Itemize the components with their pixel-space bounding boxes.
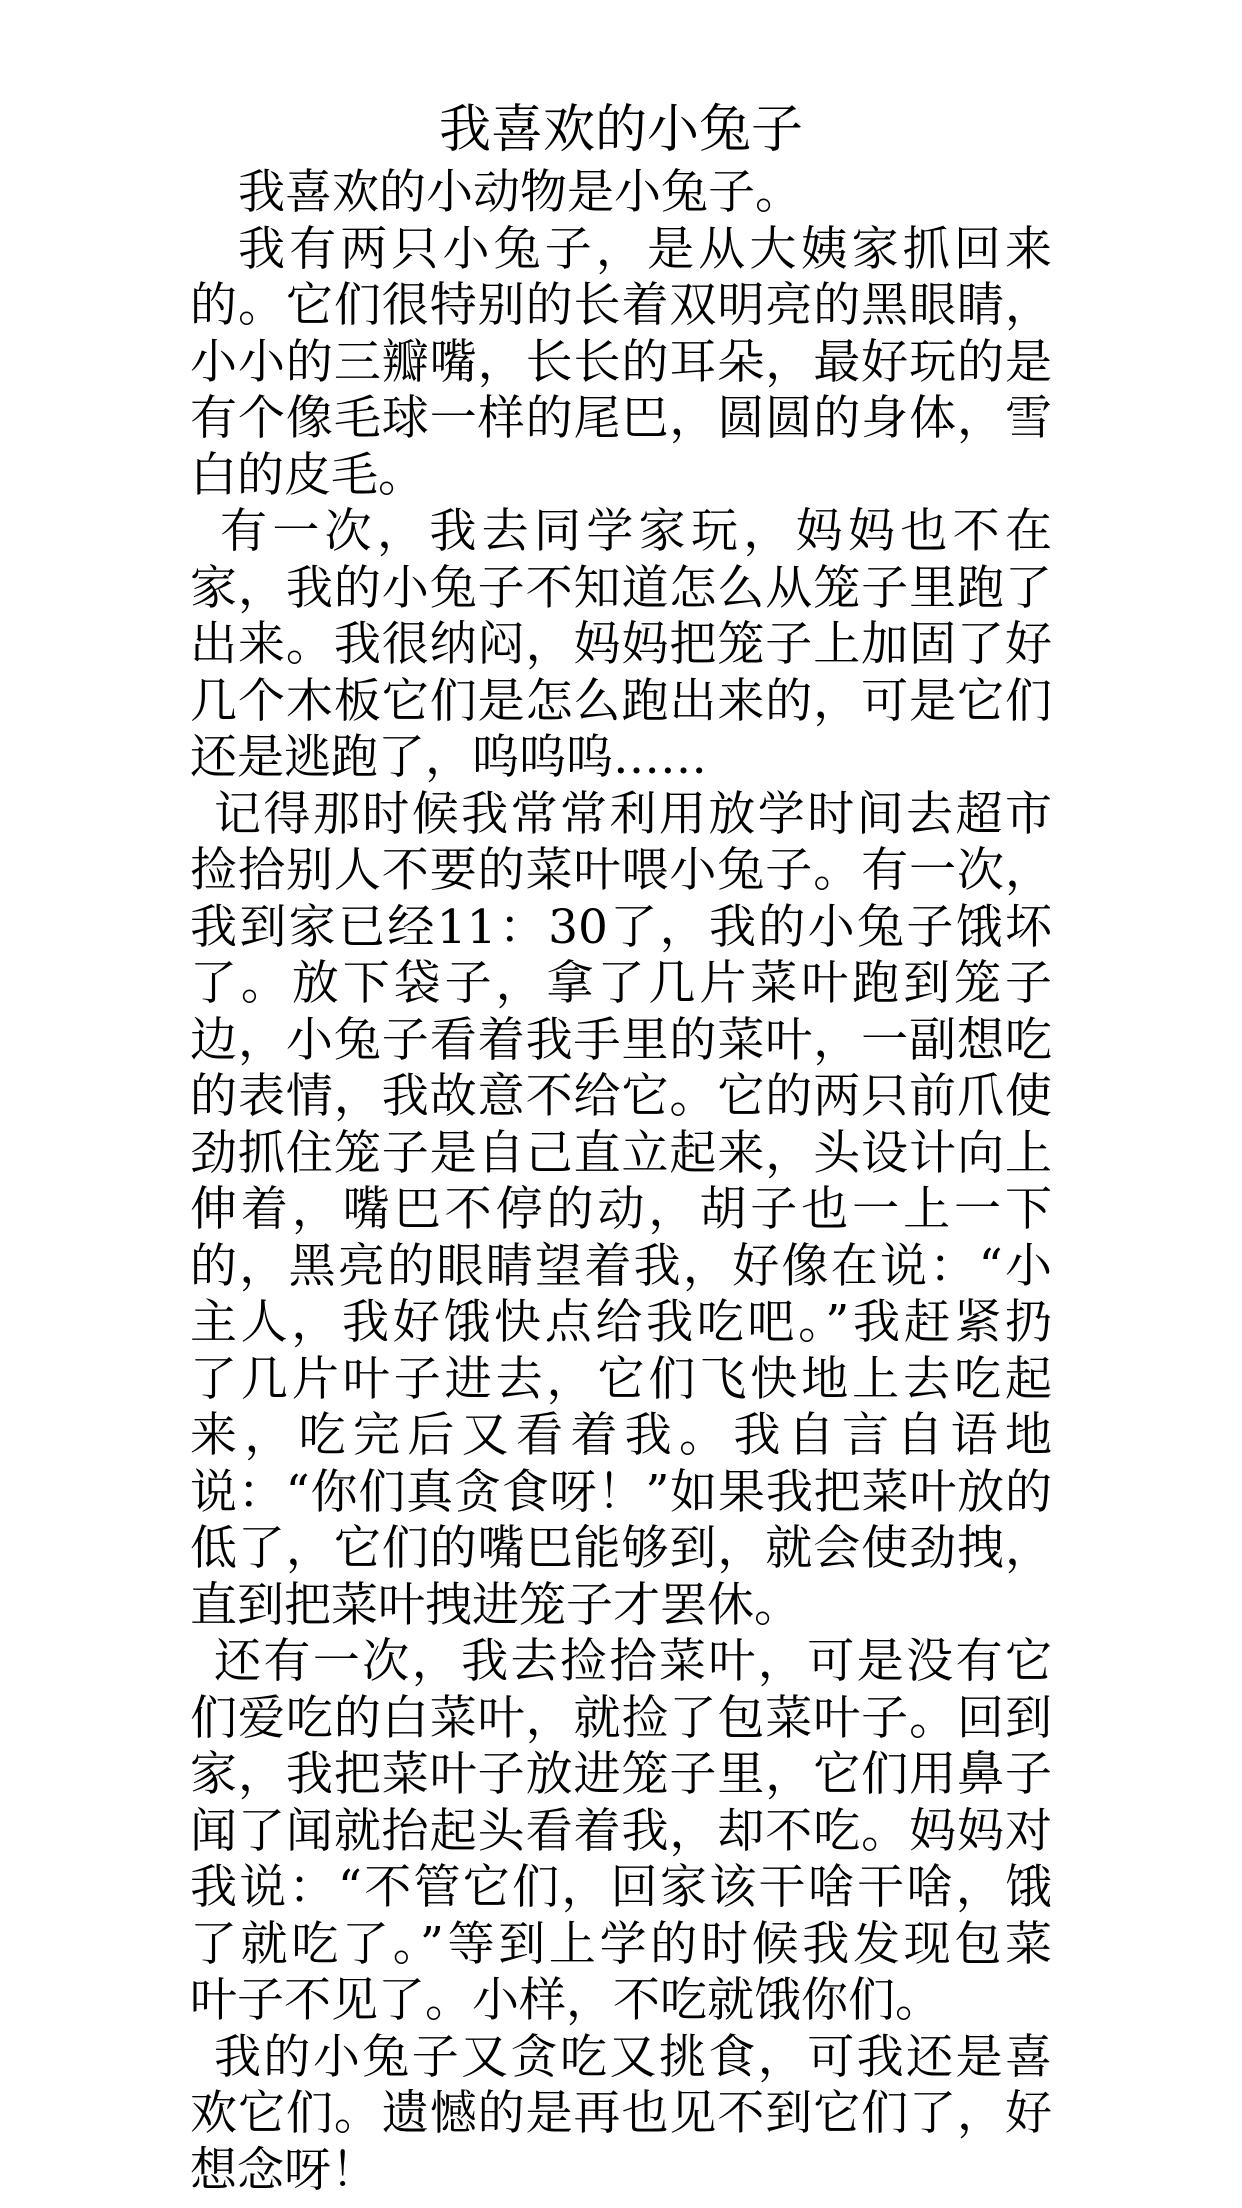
paragraph-line: 还是逃跑了，呜呜呜……: [190, 730, 707, 785]
paragraph-4: [190, 787, 1052, 1635]
paragraph-line: 有个像毛球一样的尾巴，圆圆的身体，雪: [190, 391, 1052, 446]
paragraph-line: 我说：“不管它们，回家该干啥干啥，饿: [190, 1860, 1052, 1915]
paragraph-6: [190, 2030, 1052, 2200]
paragraph-line: 的表情，我故意不给它。它的两只前爪使: [190, 1069, 1052, 1124]
paragraph-line: 来，吃完后又看着我。我自言自语地: [190, 1408, 1052, 1463]
paragraph-line: 欢它们。遗憾的是再也见不到它们了，好: [190, 2086, 1052, 2141]
paragraph-line: 想念呀！: [190, 2142, 378, 2198]
paragraph-line: 还有一次，我去捡拾菜叶，可是没有它: [214, 1634, 1052, 1689]
essay-page: [190, 95, 1052, 2199]
paragraph-line: 我有两只小兔子，是从大姨家抓回来: [238, 221, 1052, 277]
paragraph-2: [190, 222, 1052, 505]
paragraph-line: 说：“你们真贪食呀！”如果我把菜叶放的: [190, 1464, 1052, 1520]
paragraph-line: 我喜欢的小动物是小兔子。: [238, 165, 802, 220]
paragraph-line: 了几片叶子进去，它们飞快地上去吃起: [190, 1351, 1052, 1407]
paragraph-line: 劲抓住笼子是自己直立起来，头设计向上: [190, 1125, 1052, 1181]
paragraph-line: 的，黑亮的眼睛望着我，好像在说：“小: [190, 1238, 1052, 1294]
paragraph-line: 了。放下袋子，拿了几片菜叶跑到笼子: [190, 956, 1052, 1011]
paragraph-line: 了就吃了。”等到上学的时候我发现包菜: [190, 1916, 1052, 1972]
paragraph-line: 白的皮毛。: [190, 447, 425, 503]
paragraph-line: 们爱吃的白菜叶，就捡了包菜叶子。回到: [190, 1690, 1052, 1746]
paragraph-line: 伸着，嘴巴不停的动，胡子也一上一下: [190, 1182, 1052, 1237]
paragraph-line: 小小的三瓣嘴，长长的耳朵，最好玩的是: [190, 334, 1052, 390]
paragraph-line: 主人，我好饿快点给我吃吧。”我赶紧扔: [190, 1295, 1052, 1350]
paragraph-line: 我到家已经11：30了，我的小兔子饿坏: [190, 899, 1052, 955]
paragraph-line: 几个木板它们是怎么跑出来的，可是它们: [190, 673, 1052, 729]
paragraph-line: 家，我的小兔子不知道怎么从笼子里跑了: [190, 560, 1052, 616]
paragraph-line: 有一次，我去同学家玩，妈妈也不在: [220, 504, 1052, 559]
paragraph-line: 闻了闻就抬起头看着我，却不吃。妈妈对: [190, 1803, 1052, 1859]
paragraph-line: 出来。我很纳闷，妈妈把笼子上加固了好: [190, 617, 1052, 672]
paragraph-line: 边，小兔子看着我手里的菜叶，一副想吃: [190, 1012, 1052, 1068]
paragraph-3: [190, 504, 1052, 787]
paragraph-1: [190, 165, 1052, 222]
paragraph-line: 捡拾别人不要的菜叶喂小兔子。有一次，: [190, 843, 1052, 898]
paragraph-line: 家，我把菜叶子放进笼子里，它们用鼻子: [190, 1747, 1052, 1802]
paragraph-5: [190, 1634, 1052, 2030]
paragraph-line: 我的小兔子又贪吃又挑食，可我还是喜: [214, 2029, 1052, 2085]
paragraph-line: 叶子不见了。小样，不吃就饿你们。: [190, 1973, 942, 2028]
paragraph-line: 低了，它们的嘴巴能够到，就会使劲拽，: [190, 1521, 1052, 1576]
essay-title: 我喜欢的小兔子: [438, 100, 803, 160]
paragraph-line: 直到把菜叶拽进笼子才罢休。: [190, 1577, 801, 1633]
paragraph-line: 记得那时候我常常利用放学时间去超市: [214, 786, 1052, 842]
paragraph-line: 的。它们很特别的长着双明亮的黑眼睛，: [190, 278, 1052, 333]
